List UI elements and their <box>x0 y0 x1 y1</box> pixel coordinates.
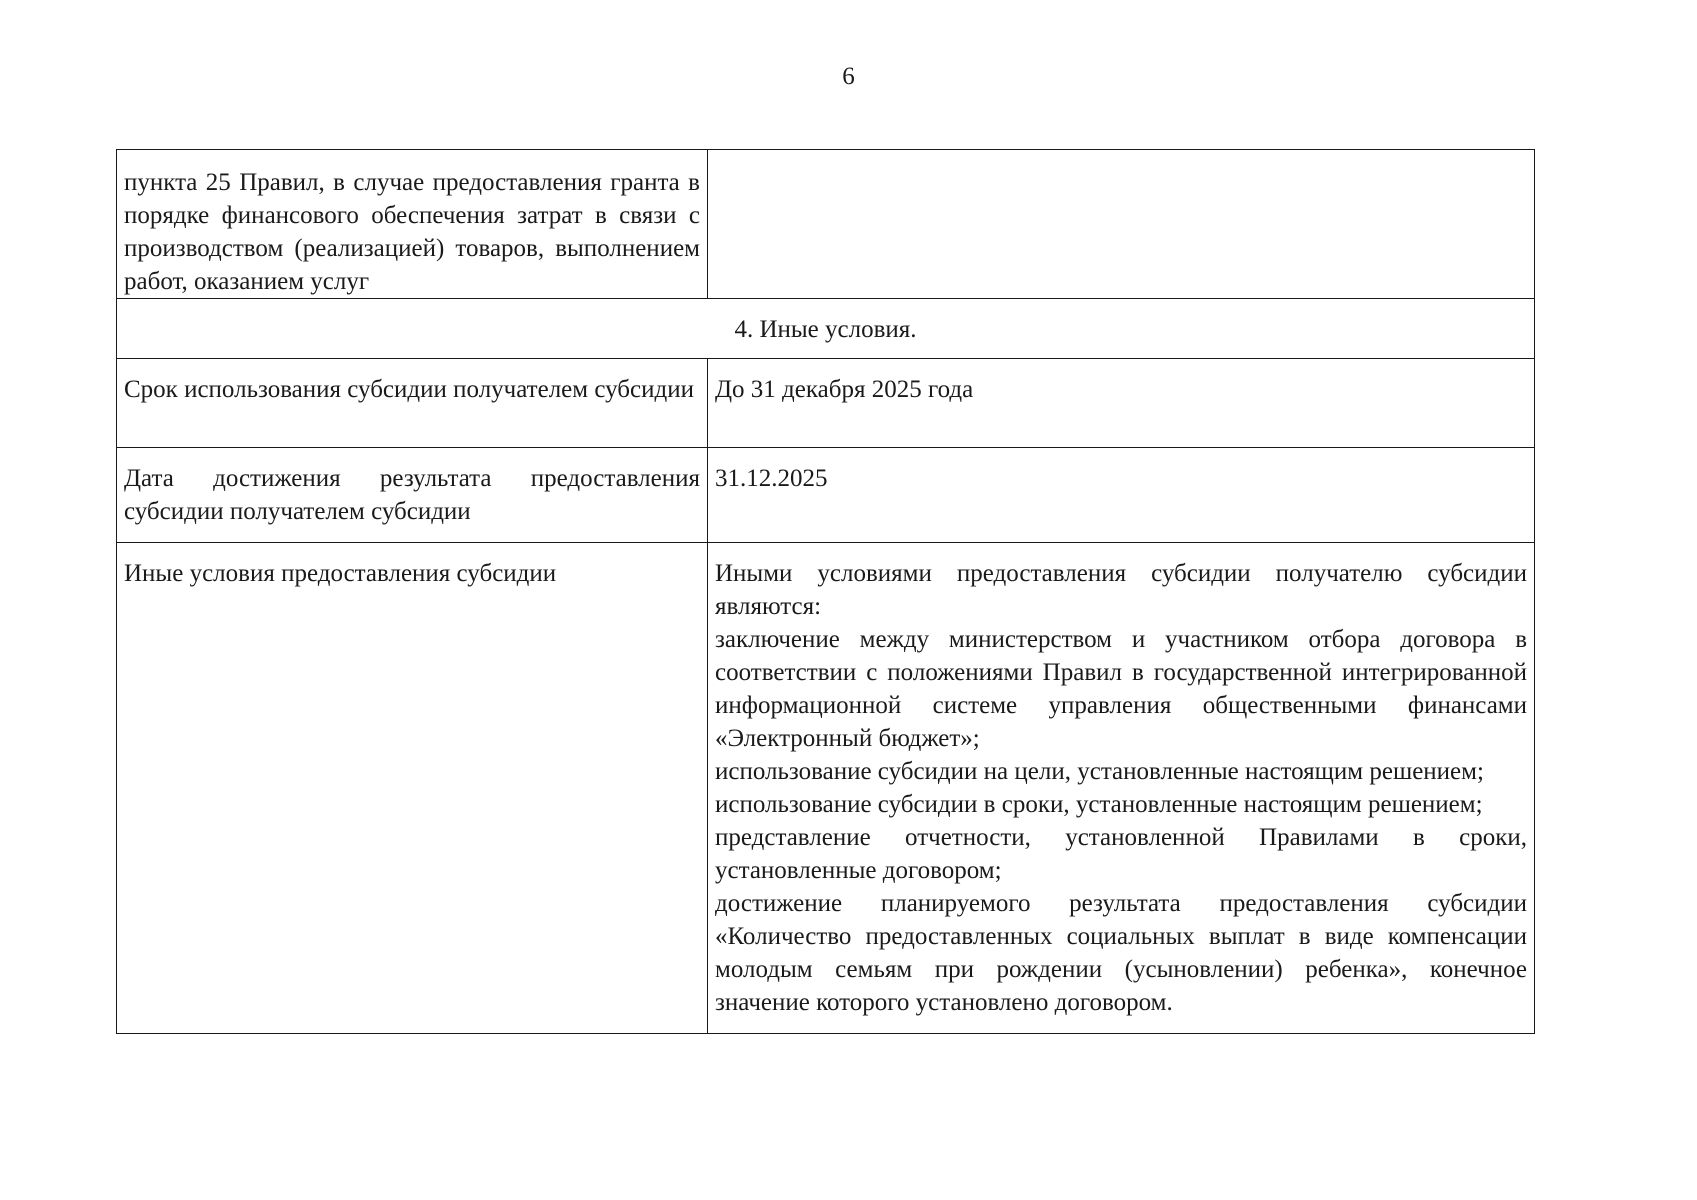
row-value-cell <box>708 150 1535 299</box>
section-heading: 4. Иные условия. <box>117 299 1535 359</box>
row-label-cell <box>117 359 708 448</box>
row-value-cell <box>708 448 1535 543</box>
other-conditions-paragraph: использование субсидии на цели, установленные настоящим решением; <box>715 758 1484 785</box>
other-conditions-paragraph: представление отчетности, установленной Правилами в сроки, установленные договором; <box>715 824 1527 884</box>
grant-clause-text: пункта 25 Правил, в случае предоставления гранта в порядке финансового обеспечения затрат в связи с производством (реализацией) товаров, выполнением работ, оказанием услуг <box>124 169 700 295</box>
conditions-table <box>116 149 1535 1034</box>
other-conditions-paragraph: Иными условиями предоставления субсидии получателю субсидии являются: <box>715 560 1527 620</box>
term-value: До 31 декабря 2025 года <box>715 376 974 403</box>
row-value-cell <box>708 543 1535 1034</box>
row-label-cell <box>117 543 708 1034</box>
row-label-cell <box>117 448 708 543</box>
table-row <box>117 359 1535 448</box>
other-conditions-paragraph: заключение между министерством и участником отбора договора в соответствии с положениями Правил в государственной интегрированной информационной системе управления общественными финансами «Электронный бюджет»; <box>715 626 1527 752</box>
table-row <box>117 150 1535 299</box>
result-date-value: 31.12.2025 <box>715 465 828 492</box>
table-row <box>117 543 1535 1034</box>
other-conditions-paragraph: достижение планируемого результата предоставления субсидии «Количество предоставленных социальных выплат в виде компенсации молодым семьям при рождении (усыновлении) ребенка», конечное значение которого установлено договором. <box>715 890 1527 1016</box>
row-value-cell <box>708 359 1535 448</box>
row-label-cell <box>117 150 708 299</box>
term-label: Срок использования субсидии получателем субсидии <box>124 376 694 403</box>
other-conditions-label: Иные условия предоставления субсидии <box>124 560 557 587</box>
section-heading-row <box>117 299 1535 359</box>
page-number: 6 <box>842 63 855 90</box>
table-row <box>117 448 1535 543</box>
result-date-label: Дата достижения результата предоставления субсидии получателем субсидии <box>124 465 700 525</box>
other-conditions-paragraph: использование субсидии в сроки, установленные настоящим решением; <box>715 791 1483 818</box>
